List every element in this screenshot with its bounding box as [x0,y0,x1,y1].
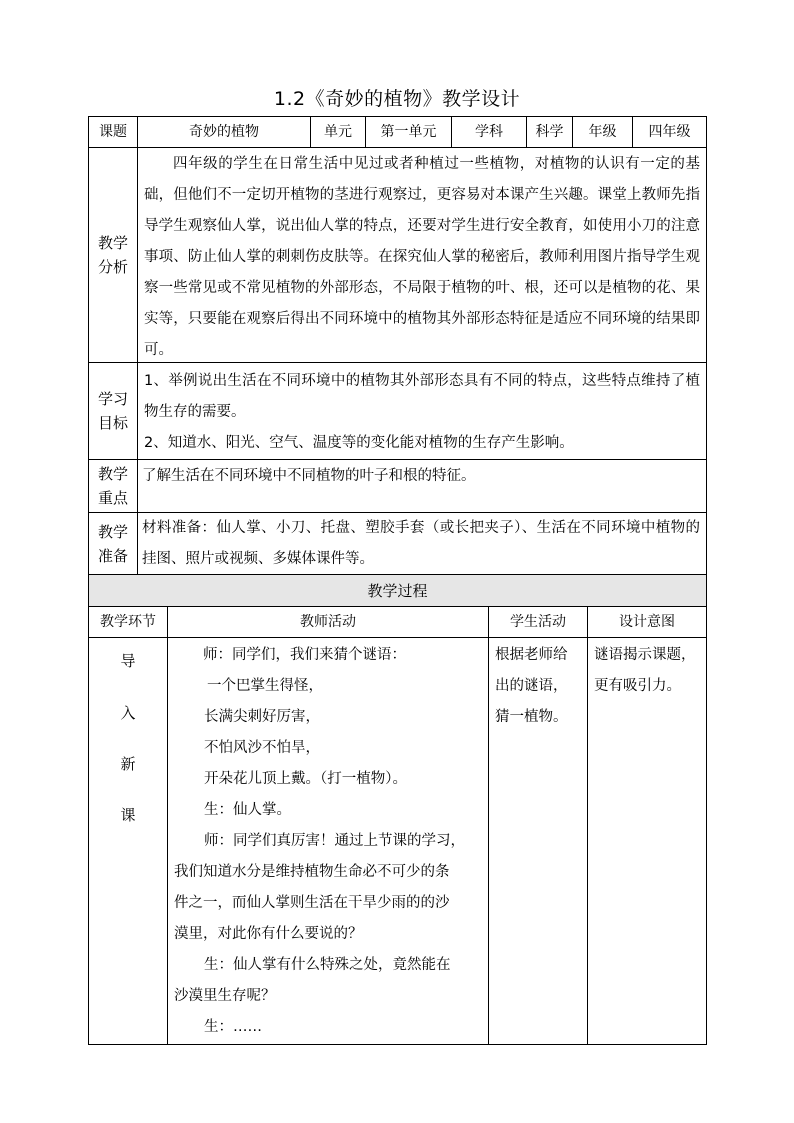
focus-text-cell [138,460,706,513]
stage-cell [89,638,168,1044]
focus-text: 了解生活在不同环境中不同植物的叶子和根的特征。 [142,468,476,484]
teacher-line: 师：同学们，我们来猜个谜语： [203,647,406,663]
prep-label [89,513,138,575]
stage-char-2: 入 [120,704,136,722]
page-title: 1.2《奇妙的植物》教学设计 [273,88,521,110]
stage-char-4: 课 [120,806,136,824]
teacher-line: 师：同学们真厉害！通过上节课的学习， [204,833,465,849]
prep-label-line1: 教学 [97,522,128,541]
col-student-header: 学生活动 [489,607,588,638]
prep-text-cell [138,513,706,575]
teacher-line: 长满尖刺好厉害， [204,709,320,725]
teacher-line: 生：仙人掌。 [204,802,291,818]
teacher-line: 生：…… [204,1019,262,1035]
grade-label: 年级 [573,117,633,148]
student-line: 根据老师给 [495,647,568,663]
teacher-line: 漠里，对此你有什么要说的？ [174,926,363,942]
grade-value: 四年级 [633,117,706,148]
teacher-line: 生：仙人掌有什么特殊之处，竟然能在 [204,957,451,973]
analysis-text-cell [138,148,706,363]
lesson-plan-table [88,116,707,1045]
process-header: 教学过程 [89,575,706,607]
focus-label [89,460,138,513]
stage-char-1: 导 [120,652,136,670]
teacher-line: 开朵花儿顶上戴。（打一植物）。 [204,771,407,787]
goals-text-cell [138,363,706,460]
focus-label-line1: 教学 [97,465,128,483]
col-intent-header: 设计意图 [588,607,706,638]
stage-char-3: 新 [120,755,136,773]
intent-line: 更有吸引力。 [594,678,681,694]
subject-label: 课题 [89,117,138,148]
course-label: 学科 [452,117,527,148]
teacher-line: 沙漠里生存呢？ [174,988,276,1004]
goals-label-line2: 目标 [97,414,128,432]
goals-label [89,363,138,460]
col-teacher-header: 教师活动 [168,607,489,638]
unit-value: 第一单元 [366,117,452,148]
intent-line: 谜语揭示课题， [594,647,696,663]
subject-value: 奇妙的植物 [138,117,311,148]
student-activity-cell [489,638,588,1044]
teacher-line: 我们知道水分是维持植物生命必不可少的条 [174,864,450,880]
student-line: 出的谜语， [495,678,568,694]
goal-item-1: 1、举例说出生活在不同环境中的植物其外部形态具有不同的特点，这些特点维持了植物生存的需要。 [144,373,700,420]
teacher-line: 一个巴掌生得怪， [207,678,323,694]
goals-label-line1: 学习 [97,390,128,408]
analysis-label-line2: 分析 [97,258,128,276]
teacher-activity-cell [168,638,489,1044]
analysis-label-line1: 教学 [97,234,128,252]
goal-item-2: 2、知道水、阳光、空气、温度等的变化能对植物的生存产生影响。 [144,435,574,451]
analysis-label [89,148,138,363]
prep-text: 材料准备：仙人掌、小刀、托盘、塑胶手套（或长把夹子）、生活在不同环境中植物的挂图、照片或视频、多媒体课件等。 [142,520,700,567]
prep-label-line2: 准备 [97,546,128,565]
design-intent-cell [588,638,706,1044]
teacher-line: 不怕风沙不怕旱， [204,740,320,756]
analysis-text: 四年级的学生在日常生活中见过或者种植过一些植物，对植物的认识有一定的基础，但他们不一定切开植物的茎进行观察过，更容易对本课产生兴趣。课堂上教师先指导学生观察仙人掌，说出仙人掌的特点，还要对学生进行安全教育，如使用小刀的注意事项、防止仙人掌的刺刺伤皮肤等。在探究仙人掌的秘密后，教师利用图片指导学生观察一些常见或不常见植物的外部形态，不局限于植物的叶、根，还可以是植物的花、果实等，只要能在观察后得出不同环境中的植物其外部形态特征是适应不同环境的结果即可。 [144,156,700,358]
course-value: 科学 [527,117,573,148]
unit-label: 单元 [311,117,366,148]
student-line: 猜一植物。 [495,709,568,725]
col-stage-header: 教学环节 [89,607,168,638]
teacher-line: 件之一，而仙人掌则生活在干旱少雨的的沙 [174,895,450,911]
focus-label-line2: 重点 [97,489,128,507]
